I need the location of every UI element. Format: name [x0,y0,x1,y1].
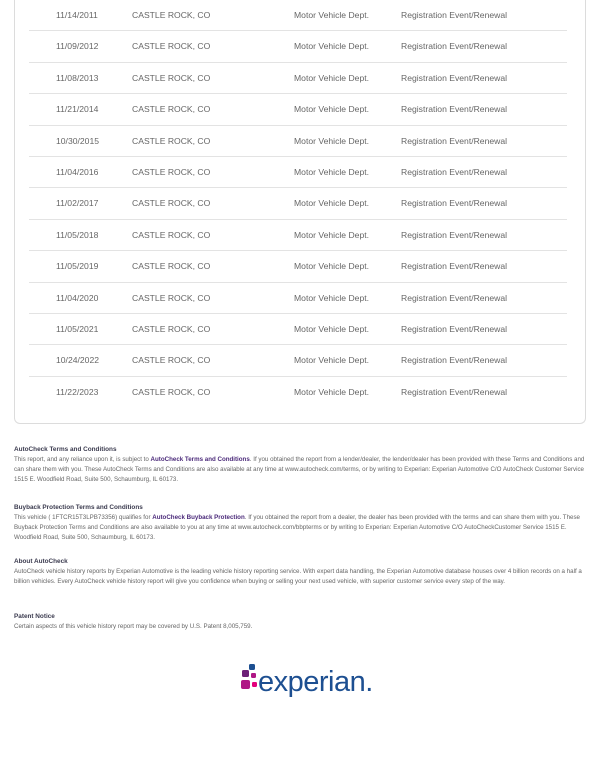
date-cell: 11/08/2013 [56,72,99,83]
buyback-section [14,503,586,543]
history-row [29,377,567,408]
patent-section [14,612,586,632]
location-cell: CASTLE ROCK, CO [132,229,211,240]
terms-section [14,445,586,485]
event-cell: Registration Event/Renewal [401,135,508,146]
date-cell: 11/02/2017 [56,198,99,209]
event-cell: Registration Event/Renewal [401,10,508,20]
source-cell: Motor Vehicle Dept. [294,261,369,272]
location-cell: CASTLE ROCK, CO [132,386,211,397]
location-cell: CASTLE ROCK, CO [132,261,211,272]
about-section [14,557,586,587]
source-cell: Motor Vehicle Dept. [294,198,369,209]
source-cell: Motor Vehicle Dept. [294,355,369,366]
location-cell: CASTLE ROCK, CO [132,72,211,83]
buyback-title: Buyback Protection Terms and Conditions [14,504,143,511]
terms-title: AutoCheck Terms and Conditions [14,446,117,453]
event-cell: Registration Event/Renewal [401,41,508,52]
about-title: About AutoCheck [14,558,68,565]
history-row [29,157,567,188]
history-row [29,94,567,125]
location-cell: CASTLE ROCK, CO [132,198,211,209]
about-body: AutoCheck vehicle history reports by Experian Automotive is the leading vehicle history reporting service. With expert data handling, the Experian Automotive database houses over 4 billion records on a half a billion vehicles. Every AutoCheck vehicle history report will give you confidence when buying or selling your next used vehicle, with superior customer service every step of the way. [14,568,582,585]
buyback-link[interactable]: AutoCheck Buyback Protection [152,514,245,521]
history-row [29,220,567,251]
source-cell: Motor Vehicle Dept. [294,135,369,146]
history-row [29,126,567,157]
date-cell: 11/05/2018 [56,229,99,240]
location-cell: CASTLE ROCK, CO [132,292,211,303]
date-cell: 11/05/2021 [56,323,99,334]
history-row [29,251,567,282]
location-cell: CASTLE ROCK, CO [132,166,211,177]
patent-title: Patent Notice [14,613,55,620]
date-cell: 11/14/2011 [56,10,98,20]
date-cell: 11/09/2012 [56,41,99,52]
location-cell: CASTLE ROCK, CO [132,10,211,20]
terms-link[interactable]: AutoCheck Terms and Conditions [150,456,250,463]
history-row [29,31,567,62]
source-cell: Motor Vehicle Dept. [294,72,369,83]
date-cell: 11/05/2019 [56,261,99,272]
history-row [29,188,567,219]
vehicle-history-card [14,0,586,424]
event-cell: Registration Event/Renewal [401,355,508,366]
source-cell: Motor Vehicle Dept. [294,292,369,303]
patent-body: Certain aspects of this vehicle history report may be covered by U.S. Patent 8,005,759. [14,623,253,630]
source-cell: Motor Vehicle Dept. [294,229,369,240]
terms-text-pre: This report, and any reliance upon it, is subject to [14,456,151,463]
date-cell: 11/04/2016 [56,166,99,177]
source-cell: Motor Vehicle Dept. [294,104,369,115]
terms-text-post: . If you obtained the report from a lender/dealer, the lender/dealer has been provided with these Terms and Conditions and can share them with you. These AutoCheck Terms and Conditions are also available at any time at www.autocheck.com/terms, or by writing to Experian: Experian Automotive C/O AutoCheck Customer Service 1515 E. Woodfield Road, Suite 500, Schaumburg, IL 60173. [14,456,585,483]
history-row [29,63,567,94]
location-cell: CASTLE ROCK, CO [132,104,211,115]
event-cell: Registration Event/Renewal [401,292,508,303]
date-cell: 11/04/2020 [56,292,99,303]
event-cell: Registration Event/Renewal [401,104,508,115]
experian-wordmark: experian. [258,666,373,698]
event-cell: Registration Event/Renewal [401,323,508,334]
event-cell: Registration Event/Renewal [401,198,508,209]
date-cell: 10/30/2015 [56,135,100,146]
source-cell: Motor Vehicle Dept. [294,323,369,334]
event-cell: Registration Event/Renewal [401,72,508,83]
experian-logo [238,660,373,700]
buyback-text-pre: This vehicle ( 1FTCR15T3LPB73356) qualifies for [14,514,153,521]
source-cell: Motor Vehicle Dept. [294,166,369,177]
source-cell: Motor Vehicle Dept. [294,41,369,52]
event-cell: Registration Event/Renewal [401,261,508,272]
location-cell: CASTLE ROCK, CO [132,355,211,366]
history-row [29,314,567,345]
source-cell: Motor Vehicle Dept. [294,386,369,397]
terms-body [14,455,586,485]
event-cell: Registration Event/Renewal [401,166,508,177]
location-cell: CASTLE ROCK, CO [132,135,211,146]
date-cell: 11/22/2023 [56,386,99,397]
history-row [29,283,567,314]
event-cell: Registration Event/Renewal [401,386,508,397]
date-cell: 10/24/2022 [56,355,100,366]
event-cell: Registration Event/Renewal [401,229,508,240]
location-cell: CASTLE ROCK, CO [132,323,211,334]
source-cell: Motor Vehicle Dept. [294,10,369,20]
buyback-body [14,513,586,543]
history-table [29,0,567,408]
date-cell: 11/21/2014 [56,104,99,115]
location-cell: CASTLE ROCK, CO [132,41,211,52]
history-row [29,0,567,31]
history-row [29,345,567,376]
buyback-text-post: . If you obtained the report from a dealer, the dealer has been provided with the terms and can share them with you. These Buyback Protection Terms and Conditions are also available to you at any time at www.autocheck.com/bbpterms or by writing to Experian: Experian Automotive C/O AutoCheckCustomer Service 1515 E. Woodfield Road, Suite 500, Schaumburg, IL 60173. [14,514,580,541]
